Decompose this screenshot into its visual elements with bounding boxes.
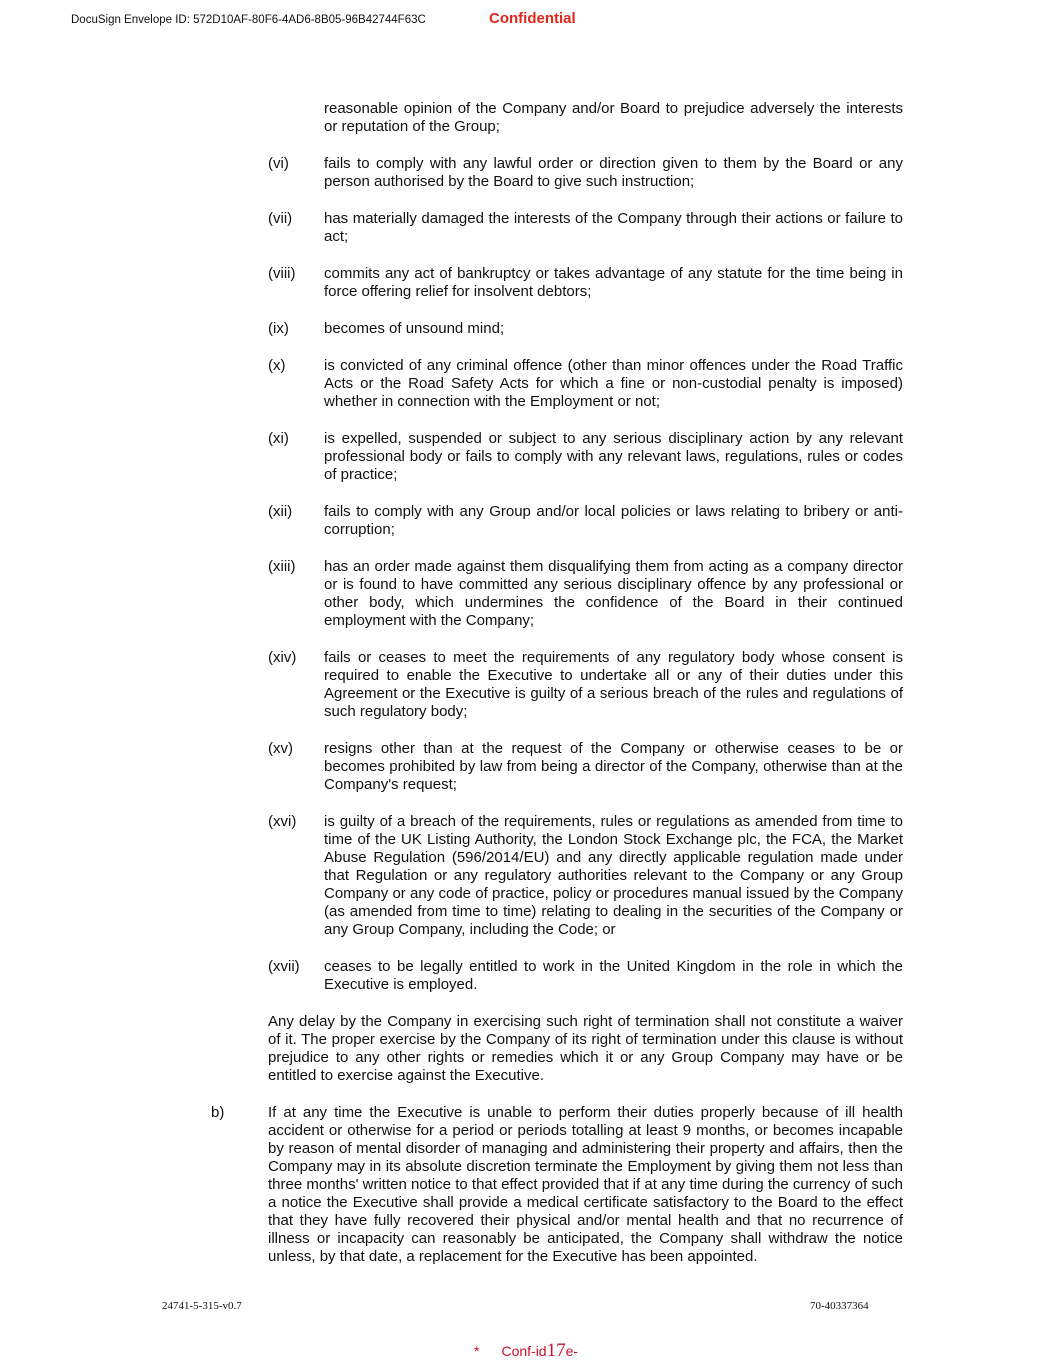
list-item-number: (xi) [268,430,289,447]
list-item-number: (xiii) [268,558,296,575]
termination-grounds-list [0,155,1055,994]
footer-matter-ref: 70-40337364 [810,1300,869,1312]
clause-number: b) [211,1104,225,1121]
stamp-prefix: Conf-id [501,1343,547,1359]
list-item-number: (xiv) [268,649,297,666]
list-item-text: becomes of unsound mind; [324,320,505,337]
list-item [268,210,903,246]
list-item [268,649,903,721]
list-item-text: has materially damaged the interests of the Company through their actions or failure to act; [324,210,903,245]
list-item [268,740,903,794]
confidential-label: Confidential [489,10,576,27]
list-item-number: (viii) [268,265,296,282]
list-item-number: (xvi) [268,813,297,830]
list-item-number: (vii) [268,210,293,227]
footer-doc-ref: 24741-5-315-v0.7 [162,1300,242,1312]
list-item-number: (x) [268,357,286,374]
docusign-envelope-id: DocuSign Envelope ID: 572D10AF-80F6-4AD6-8B05-96B42744F63C [71,14,426,26]
list-item-number: (xvii) [268,958,300,975]
list-item [268,265,903,301]
page-number: 17 [546,1340,566,1361]
list-item-text: is convicted of any criminal offence (other than minor offences under the Road Traffic Acts or the Road Safety Acts for which a fine or non-custodial penalty is imposed) whether in connection with the Employment or not; [324,357,903,410]
list-item [268,813,903,939]
list-item-number: (vi) [268,155,289,172]
list-item-number: (ix) [268,320,289,337]
list-item [268,320,903,338]
list-item-text: fails to comply with any lawful order or direction given to them by the Board or any person authorised by the Board to give such instruction; [324,155,903,190]
closing-paragraph: Any delay by the Company in exercising such right of termination shall not constitute a waiver of it. The proper exercise by the Company of its right of termination under this clause is without prejudice to any other rights or remedies which it or any Group Company may have or be entitled to exercise against the Executive. [268,1013,903,1084]
list-item-text: ceases to be legally entitled to work in the United Kingdom in the role in which the Executive is employed. [324,958,903,993]
list-item [268,503,903,539]
list-item-text: commits any act of bankruptcy or takes advantage of any statute for the time being in force offering relief for insolvent debtors; [324,265,903,300]
clause-text: If at any time the Executive is unable to perform their duties properly because of ill health accident or otherwise for a period or periods totalling at least 9 months, or becomes incapable by reason of mental disorder of managing and administering their property and affairs, then the Company may in its absolute discretion terminate the Employment by giving them not less than three months' written notice to that effect provided that if at any time during the currency of such a notice the Executive shall provide a medical certificate satisfactory to the Board to the effect that they have fully recovered their physical and/or mental health and that no recurrence of illness or incapacity can reasonably be anticipated, the Company shall withdraw the notice unless, by that date, a replacement for the Executive has been appointed. [268,1104,903,1265]
clause-b [211,1104,903,1266]
footer-confidential-stamp [474,1340,578,1362]
list-item [268,357,903,411]
list-item [268,558,903,630]
list-item-text: has an order made against them disqualifying them from acting as a company director or is found to have committed any serious disciplinary offence by any professional or other body, which undermines the confidence of the Board in their continued employment with the Company; [324,558,903,629]
list-item-text: fails to comply with any Group and/or local policies or laws relating to bribery or anti-corruption; [324,503,903,538]
list-item [268,430,903,484]
stamp-suffix: e- [565,1343,579,1359]
document-body [0,100,1055,1266]
list-item-text: is expelled, suspended or subject to any serious disciplinary action by any relevant professional body or fails to comply with any relevant laws, regulations, rules or codes of practice; [324,430,903,483]
list-item-text: fails or ceases to meet the requirements of any regulatory body whose consent is required to enable the Executive to undertake all or any of their duties under this Agreement or the Executive is guilty of a serious breach of the rules and regulations of such regulatory body; [324,649,903,720]
stamp-star: * [474,1343,480,1359]
list-item-text: is guilty of a breach of the requirements, rules or regulations as amended from time to time of the UK Listing Authority, the London Stock Exchange plc, the FCA, the Market Abuse Regulation (596/2014/EU) and any directly applicable regulation made under that Regulation or any regulatory authorities relevant to the Company or any Group Company or any code of practice, policy or procedures manual issued by the Company (as amended from time to time) relating to dealing in the securities of the Company or any Group Company, including the Code; or [324,813,903,938]
continued-paragraph: reasonable opinion of the Company and/or Board to prejudice adversely the interests or reputation of the Group; [324,100,903,135]
list-item-text: resigns other than at the request of the Company or otherwise ceases to be or becomes prohibited by law from being a director of the Company, otherwise than at the Company's request; [324,740,903,793]
list-item-number: (xv) [268,740,293,757]
list-item-number: (xii) [268,503,293,520]
list-item [268,958,903,994]
list-item [268,155,903,191]
